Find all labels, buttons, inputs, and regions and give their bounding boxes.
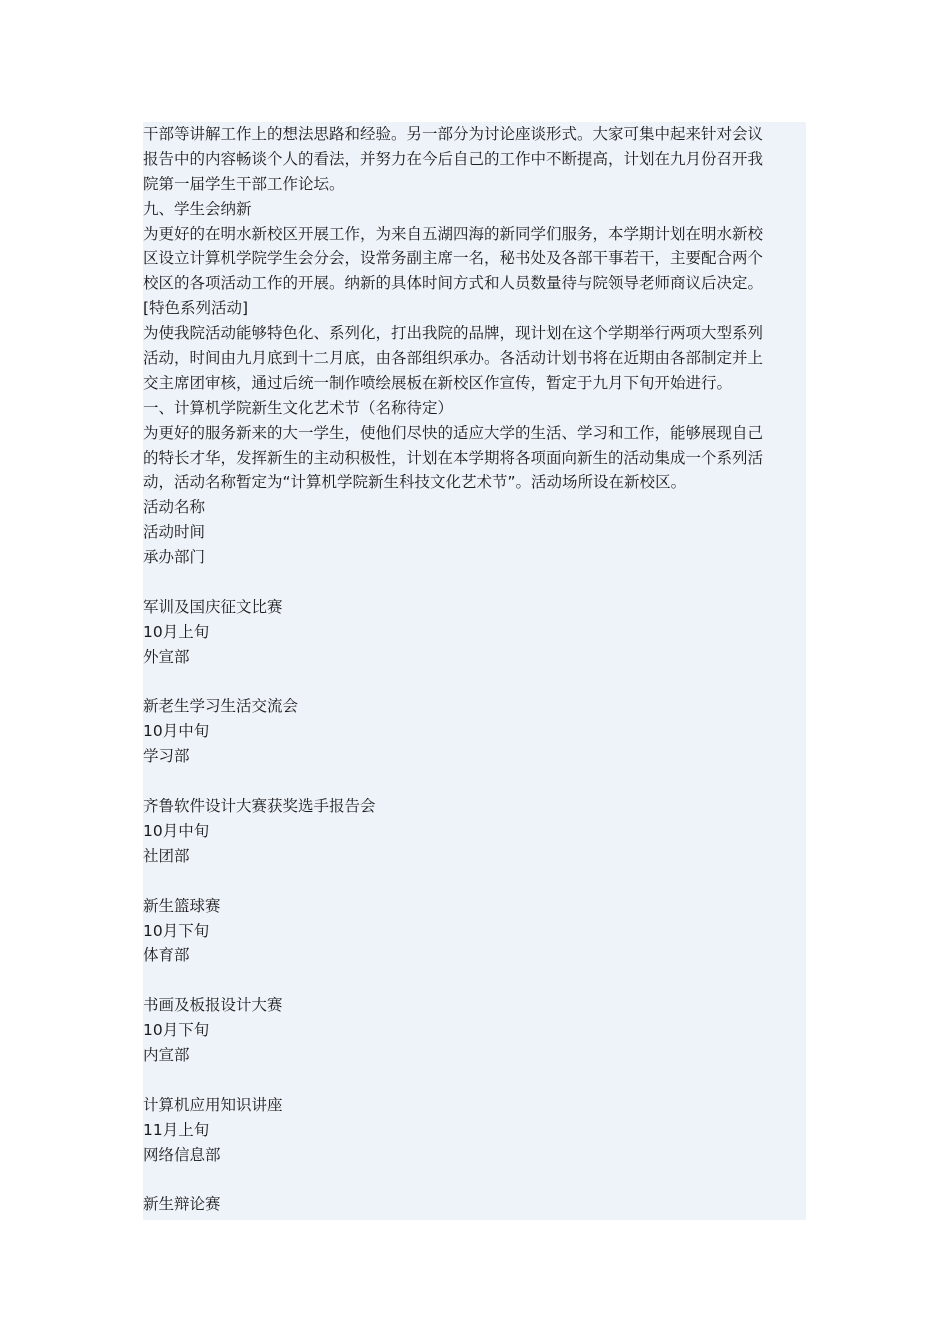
activity-dept: 社团部 bbox=[143, 846, 190, 865]
blank-line bbox=[143, 869, 806, 894]
activity-name: 齐鲁软件设计大赛获奖选手报告会 bbox=[143, 797, 376, 816]
blank-line bbox=[143, 1068, 806, 1093]
paragraph-line: 活动，时间由九月底到十二月底，由各部组织承办。各活动计划书将在近期由各部制定并上 bbox=[143, 349, 764, 368]
activity-name: 新生辩论赛 bbox=[143, 1195, 221, 1214]
paragraph-line: 报告中的内容畅谈个人的看法，并努力在今后自己的工作中不断提高，计划在九月份召开我 bbox=[143, 149, 764, 168]
activity-dept: 体育部 bbox=[143, 946, 190, 965]
table-header-time: 活动时间 bbox=[143, 523, 206, 542]
activity-time: 10月下旬 bbox=[143, 921, 210, 940]
table-header-dept: 承办部门 bbox=[143, 548, 206, 567]
activity-name: 军训及国庆征文比赛 bbox=[143, 597, 283, 616]
activity-time: 10月下旬 bbox=[143, 1021, 210, 1040]
paragraph-line: 区设立计算机学院学生会分会，设常务副主席一名，秘书处及各部干事若干，主要配合两个 bbox=[143, 249, 764, 268]
activity-name: 新生篮球赛 bbox=[143, 896, 221, 915]
activity-name: 新老生学习生活交流会 bbox=[143, 697, 299, 716]
section-heading: [特色系列活动] bbox=[143, 299, 249, 318]
section-heading: 一、计算机学院新生文化艺术节（名称待定） bbox=[143, 398, 454, 417]
paragraph-line: 为更好的服务新来的大一学生，使他们尽快的适应大学的生活、学习和工作，能够展现自己 bbox=[143, 423, 764, 442]
document-content bbox=[143, 122, 806, 1217]
paragraph-line: 干部等讲解工作上的想法思路和经验。另一部分为讨论座谈形式。大家可集中起来针对会议 bbox=[143, 125, 764, 143]
blank-line bbox=[143, 670, 806, 695]
paragraph-line: 动，活动名称暂定为“计算机学院新生科技文化艺术节”。活动场所设在新校区。 bbox=[143, 473, 687, 492]
activity-dept: 外宣部 bbox=[143, 647, 190, 666]
table-header-name: 活动名称 bbox=[143, 498, 206, 517]
paragraph-line: 为使我院活动能够特色化、系列化，打出我院的品牌，现计划在这个学期举行两项大型系列 bbox=[143, 324, 764, 343]
activity-name: 书画及板报设计大赛 bbox=[143, 996, 283, 1015]
paragraph-line: 为更好的在明水新校区开展工作，为来自五湖四海的新同学们服务，本学期计划在明水新校 bbox=[143, 224, 764, 243]
blank-line bbox=[143, 1167, 806, 1192]
paragraph-line: 院第一届学生干部工作论坛。 bbox=[143, 174, 345, 193]
activity-time: 10月上旬 bbox=[143, 622, 210, 641]
activity-dept: 学习部 bbox=[143, 747, 190, 766]
blank-line bbox=[143, 968, 806, 993]
activity-dept: 内宣部 bbox=[143, 1045, 190, 1064]
activity-name: 计算机应用知识讲座 bbox=[143, 1095, 283, 1114]
blank-line bbox=[143, 570, 806, 595]
activity-time: 11月上旬 bbox=[143, 1120, 210, 1139]
section-heading: 九、学生会纳新 bbox=[143, 199, 252, 218]
paragraph-line: 的特长才华，发挥新生的主动积极性，计划在本学期将各项面向新生的活动集成一个系列活 bbox=[143, 448, 764, 467]
blank-line bbox=[143, 769, 806, 794]
paragraph-line: 校区的各项活动工作的开展。纳新的具体时间方式和人员数量待与院领导老师商议后决定。 bbox=[143, 274, 764, 293]
paragraph-line: 交主席团审核，通过后统一制作喷绘展板在新校区作宣传，暂定于九月下旬开始进行。 bbox=[143, 373, 733, 392]
activity-dept: 网络信息部 bbox=[143, 1145, 221, 1164]
activity-time: 10月中旬 bbox=[143, 821, 210, 840]
activity-time: 10月中旬 bbox=[143, 722, 210, 741]
